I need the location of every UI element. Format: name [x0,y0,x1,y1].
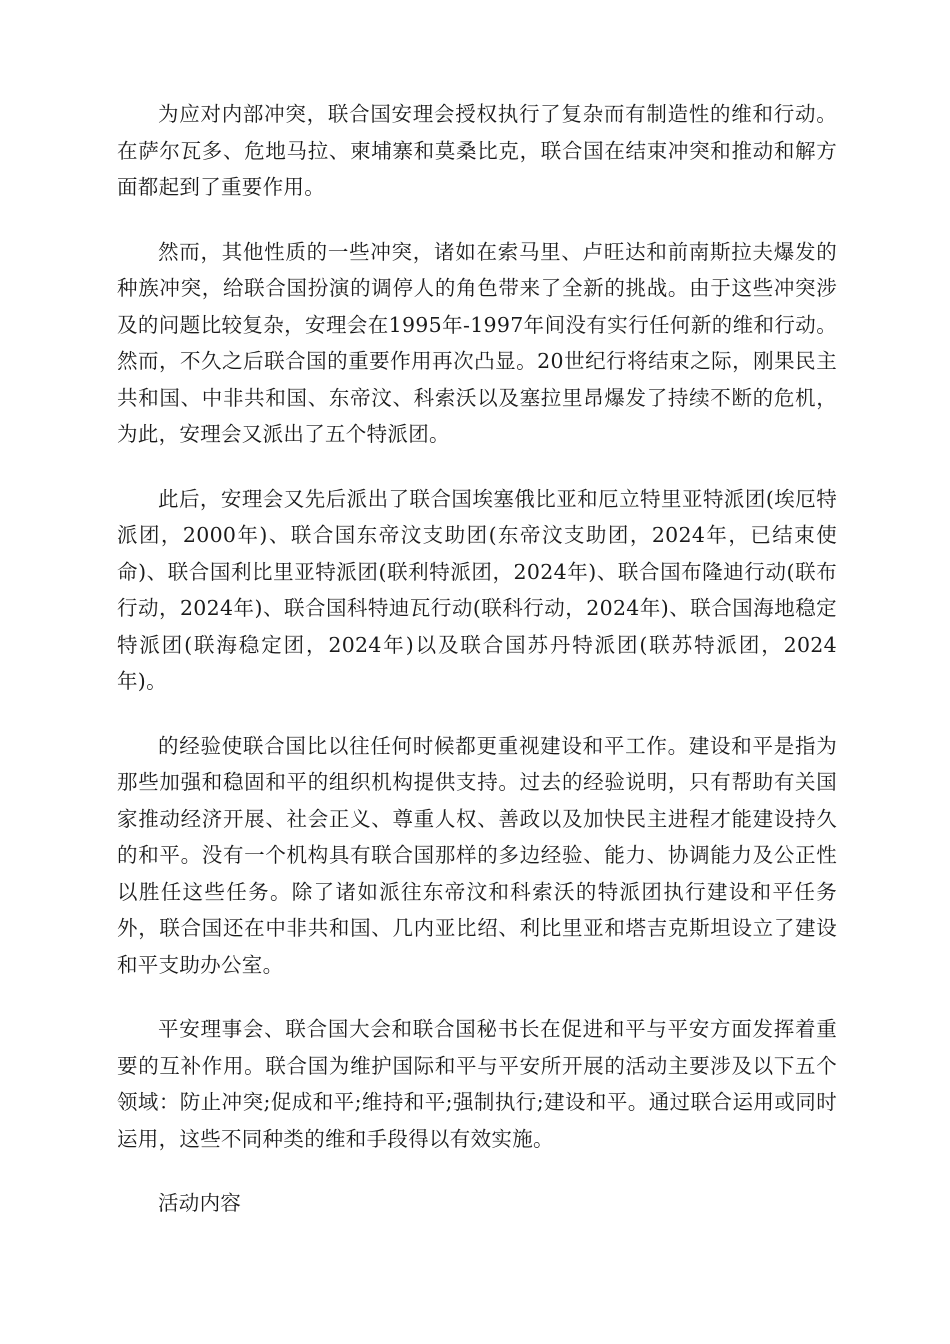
paragraph-4: 的经验使联合国比以往任何时候都更重视建设和平工作。建设和平是指为那些加强和稳固和平的组织机构提供支持。过去的经验说明，只有帮助有关国家推动经济开展、社会正义、尊重人权、善政以及加快民主进程才能建设持久的和平。没有一个机构具有联合国那样的多边经验、能力、协调能力及公正性以胜任这些任务。除了诸如派往东帝汶和科索沃的特派团执行建设和平任务外，联合国还在中非共和国、几内亚比绍、利比里亚和塔吉克斯坦设立了建设和平支助办公室。 [117,733,837,977]
document-page [117,96,837,1250]
paragraph-2: 然而，其他性质的一些冲突，诸如在索马里、卢旺达和前南斯拉夫爆发的种族冲突，给联合国扮演的调停人的角色带来了全新的挑战。由于这些冲突涉及的问题比较复杂，安理会在1995年-1997年间没有实行任何新的维和行动。然而，不久之后联合国的重要作用再次凸显。20世纪行将结束之际，刚果民主共和国、中非共和国、东帝汶、科索沃以及塞拉里昂爆发了持续不断的危机，为此，安理会又派出了五个特派团。 [117,239,837,446]
paragraph-5: 平安理事会、联合国大会和联合国秘书长在促进和平与平安方面发挥着重要的互补作用。联合国为维护国际和平与平安所开展的活动主要涉及以下五个领域：防止冲突;促成和平;维持和平;强制执行;建设和平。通过联合运用或同时运用，这些不同种类的维和手段得以有效实施。 [117,1017,837,1151]
paragraph-3: 此后，安理会又先后派出了联合国埃塞俄比亚和厄立特里亚特派团(埃厄特派团，2000年)、联合国东帝汶支助团(东帝汶支助团，2024年，已结束使命)、联合国利比里亚特派团(联利特派团，2024年)、联合国布隆迪行动(联布行动，2024年)、联合国科特迪瓦行动(联科行动，2024年)、联合国海地稳定特派团(联海稳定团，2024年)以及联合国苏丹特派团(联苏特派团，2024年)。 [117,486,837,693]
section-heading: 活动内容 [158,1191,242,1215]
paragraph-1: 为应对内部冲突，联合国安理会授权执行了复杂而有制造性的维和行动。在萨尔瓦多、危地马拉、柬埔寨和莫桑比克，联合国在结束冲突和推动和解方面都起到了重要作用。 [117,102,837,199]
